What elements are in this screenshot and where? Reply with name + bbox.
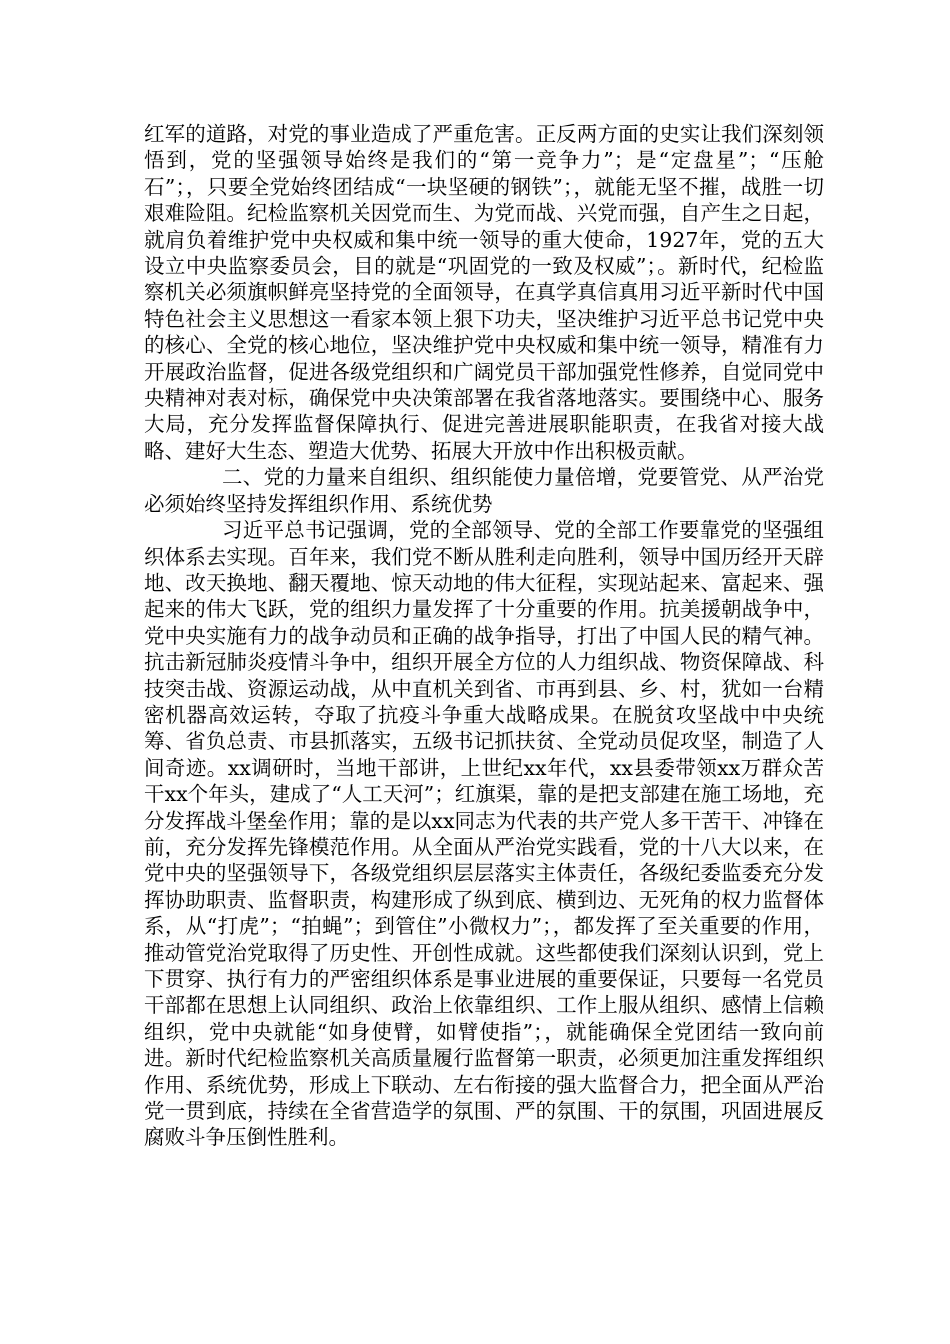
section-heading-two: 二、党的力量来自组织、组织能使力量倍增，党要管党、从严治党必须始终坚持发挥组织作用、系统优势 (144, 465, 824, 516)
body-paragraph-continuation: 红军的道路，对党的事业造成了严重危害。正反两方面的史实让我们深刻领悟到，党的坚强领导始终是我们的“第一竞争力”；是“定盘星”；“压舱石”；，只要全党始终团结成“一块坚硬的钢铁”；，就能无坚不摧，战胜一切艰难险阻。纪检监察机关因党而生、为党而战、兴党而强，自产生之日起，就肩负着维护党中央权威和集中统一领导的重大使命，1927年，党的五大设立中央监察委员会，目的就是“巩固党的一致及权威”；。新时代，纪检监察机关必须旗帜鲜亮坚持党的全面领导，在真学真信真用习近平新时代中国特色社会主义思想这一看家本领上狠下功夫，坚决维护习近平总书记党中央的核心、全党的核心地位，坚决维护党中央权威和集中统一领导，精准有力开展政治监督，促进各级党组织和广阔党员干部加强党性修养，自觉同党中央精神对表对标，确保党中央决策部署在我省落地落实。要围绕中心、服务大局，充分发挥监督保障执行、促进完善进展职能职责，在我省对接大战略、建好大生态、塑造大优势、拓展大开放中作出积极贡献。 (144, 122, 824, 463)
body-paragraph-organization: 习近平总书记强调，党的全部领导、党的全部工作要靠党的坚强组织体系去实现。百年来，我们党不断从胜利走向胜利，领导中国历经开天辟地、改天换地、翻天覆地、惊天动地的伟大征程，实现站起来、富起来、强起来的伟大飞跃，党的组织力量发挥了十分重要的作用。抗美援朝战争中，党中央实施有力的战争动员和正确的战争指导，打出了中国人民的精气神。抗击新冠肺炎疫情斗争中，组织开展全方位的人力组织战、物资保障战、科技突击战、资源运动战，从中直机关到省、市再到县、乡、村，犹如一台精密机器高效运转，夺取了抗疫斗争重大战略成果。在脱贫攻坚战中中央统筹、省负总责、市县抓落实，五级书记抓扶贫、全党动员促攻坚，制造了人间奇迹。xx调研时，当地干部讲，上世纪xx年代，xx县委带领xx万群众苦干xx个年头，建成了“人工天河”；红旗渠，靠的是把支部建在施工场地，充分发挥战斗堡垒作用；靠的是以xx同志为代表的共产党人多干苦干、冲锋在前，充分发挥先锋模范作用。从全面从严治党实践看，党的十八大以来，在党中央的坚强领导下，各级党组织层层落实主体责任，各级纪委监委充分发挥协助职责、监督职责，构建形成了纵到底、横到边、无死角的权力监督体系，从“打虎”；“拍蝇”；到管住”小微权力”；，都发挥了至关重要的作用，推动管党治党取得了历史性、开创性成就。这些都使我们深刻认识到，党上下贯穿、执行有力的严密组织体系是事业进展的重要保证，只要每一名党员干部都在思想上认同组织、政治上依靠组织、工作上服从组织、感情上信赖组织，党中央就能“如身使臂，如臂使指”；，就能确保全党团结一致向前进。新时代纪检监察机关高质量履行监督第一职责，必须更加注重发挥组织作用、系统优势，形成上下联动、左右衔接的强大监督合力，把全面从严治党一贯到底，持续在全省营造学的氛围、严的氛围、干的氛围，巩固进展反腐败斗争压倒性胜利。 (144, 518, 824, 1150)
document-body (144, 121, 824, 1151)
